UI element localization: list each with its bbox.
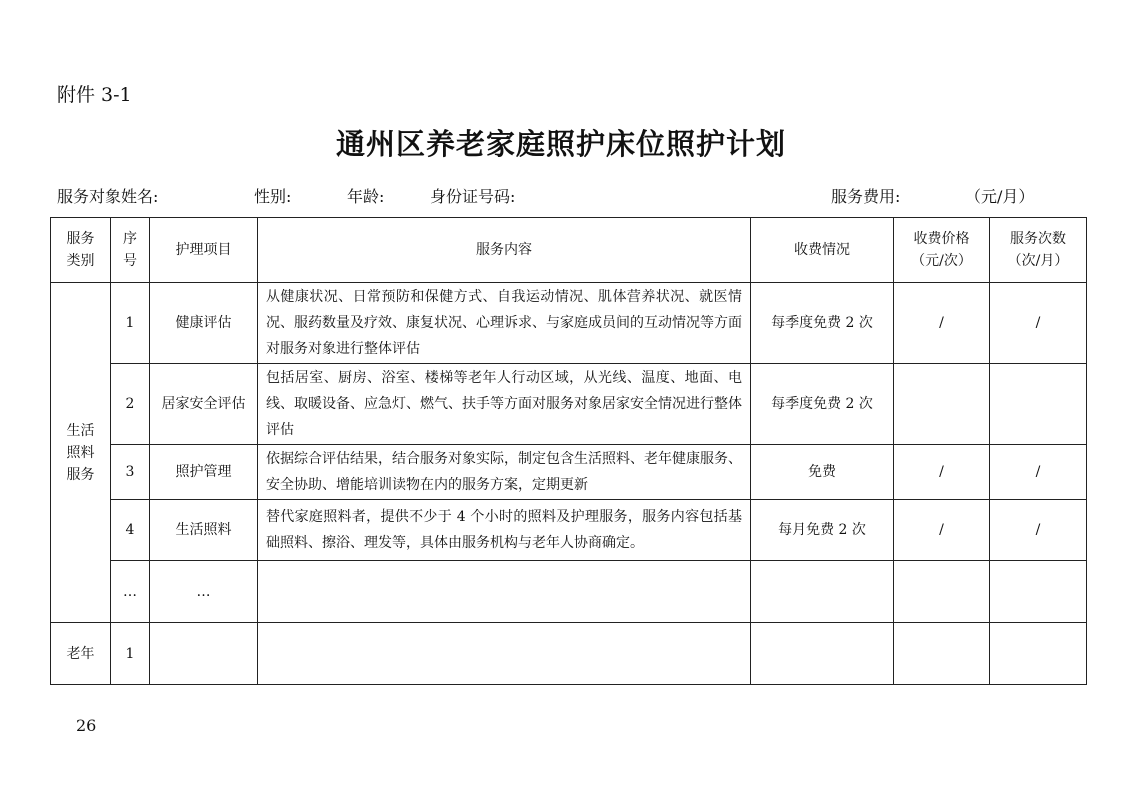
row-item: …	[150, 561, 258, 623]
care-plan-table	[50, 217, 1087, 685]
row-content	[258, 623, 751, 685]
row-times	[990, 623, 1087, 685]
row-price	[894, 561, 990, 623]
row-content: 包括居室、厨房、浴室、楼梯等老年人行动区域，从光线、温度、地面、电线、取暖设备、应急灯、燃气、扶手等方面对服务对象居家安全情况进行整体评估	[258, 364, 751, 445]
header-times: 服务次数 （次/月）	[990, 218, 1087, 283]
row-no: 1	[111, 283, 150, 364]
page-number: 26	[76, 716, 97, 735]
page-title: 通州区养老家庭照护床位照护计划	[335, 127, 786, 161]
row-no: 2	[111, 364, 150, 445]
row-charge: 每月免费 2 次	[751, 500, 894, 561]
category-elderly: 老年	[51, 623, 111, 685]
row-item: 居家安全评估	[150, 364, 258, 445]
row-charge: 免费	[751, 445, 894, 500]
row-no: 1	[111, 623, 150, 685]
row-item: 照护管理	[150, 445, 258, 500]
id-number-label: 身份证号码:	[430, 187, 516, 206]
table-row	[51, 500, 1087, 561]
row-item: 健康评估	[150, 283, 258, 364]
header-charge: 收费情况	[751, 218, 894, 283]
row-times: /	[990, 500, 1087, 561]
table-row	[51, 283, 1087, 364]
header-no: 序 号	[111, 218, 150, 283]
table-header-row	[51, 218, 1087, 283]
service-fee-label: 服务费用:	[831, 187, 901, 206]
header-item: 护理项目	[150, 218, 258, 283]
age-label: 年龄:	[347, 187, 385, 206]
row-no: 3	[111, 445, 150, 500]
row-times	[990, 561, 1087, 623]
header-price: 收费价格 （元/次）	[894, 218, 990, 283]
row-no: …	[111, 561, 150, 623]
row-item	[150, 623, 258, 685]
row-charge: 每季度免费 2 次	[751, 283, 894, 364]
header-content: 服务内容	[258, 218, 751, 283]
row-charge: 每季度免费 2 次	[751, 364, 894, 445]
row-price: /	[894, 445, 990, 500]
row-price	[894, 623, 990, 685]
gender-label: 性别:	[254, 187, 292, 206]
row-price: /	[894, 500, 990, 561]
name-label: 服务对象姓名:	[57, 187, 159, 206]
row-charge	[751, 561, 894, 623]
row-times	[990, 364, 1087, 445]
table-row	[51, 364, 1087, 445]
category-life-care: 生活 照料 服务	[51, 283, 111, 623]
table-row	[51, 561, 1087, 623]
row-content: 依据综合评估结果，结合服务对象实际，制定包含生活照料、老年健康服务、安全协助、增能培训读物在内的服务方案，定期更新	[258, 445, 751, 500]
table-row	[51, 623, 1087, 685]
fee-unit-label: （元/月）	[965, 187, 1035, 206]
row-times: /	[990, 283, 1087, 364]
row-times: /	[990, 445, 1087, 500]
row-price: /	[894, 283, 990, 364]
table-row	[51, 445, 1087, 500]
row-content: 从健康状况、日常预防和保健方式、自我运动情况、肌体营养状况、就医情况、服药数量及疗效、康复状况、心理诉求、与家庭成员间的互动情况等方面对服务对象进行整体评估	[258, 283, 751, 364]
row-content: 替代家庭照料者，提供不少于 4 个小时的照料及护理服务，服务内容包括基础照料、擦浴、理发等，具体由服务机构与老年人协商确定。	[258, 500, 751, 561]
row-no: 4	[111, 500, 150, 561]
header-category: 服务 类别	[51, 218, 111, 283]
row-content	[258, 561, 751, 623]
row-charge	[751, 623, 894, 685]
row-item: 生活照料	[150, 500, 258, 561]
annex-label: 附件 3-1	[57, 84, 132, 106]
row-price	[894, 364, 990, 445]
